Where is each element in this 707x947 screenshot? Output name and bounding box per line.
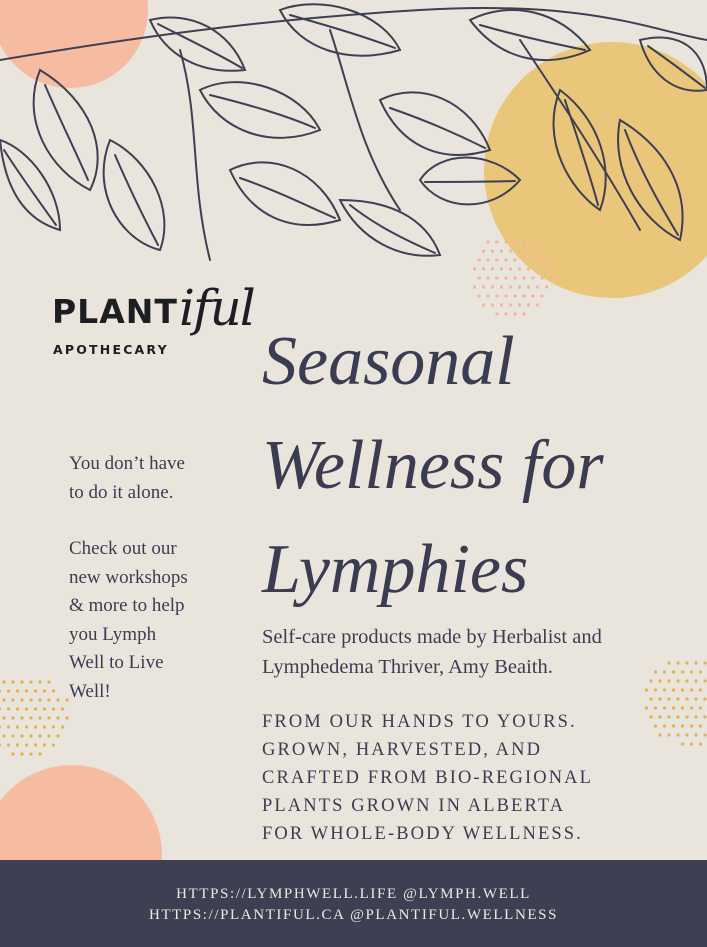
side-line: Well! [69, 680, 111, 702]
decorative-dot [522, 294, 525, 297]
side-line: to do it alone. [69, 481, 174, 503]
decorative-dot [11, 734, 14, 737]
decorative-dot [38, 752, 41, 755]
decorative-dot [518, 303, 521, 306]
decorative-dot [527, 303, 530, 306]
decorative-dot [527, 267, 530, 270]
decorative-dot [11, 680, 14, 683]
leaf-13 [340, 200, 440, 256]
decorative-dot [34, 689, 37, 692]
decorative-dot [690, 688, 693, 691]
decorative-dot [495, 294, 498, 297]
decorative-dot [486, 240, 489, 243]
decorative-dot [486, 276, 489, 279]
decorative-dot [549, 258, 552, 261]
side-line: Check out our [69, 538, 177, 559]
decorative-dot [16, 707, 19, 710]
decorative-dot [699, 706, 702, 709]
decorative-dot [20, 752, 23, 755]
decorative-dot [504, 240, 507, 243]
decorative-dot [540, 276, 543, 279]
mustard-circle [484, 42, 707, 298]
decorative-dot [486, 258, 489, 261]
decorative-dot [672, 688, 675, 691]
decorative-dot [500, 249, 503, 252]
decorative-dot [0, 689, 1, 692]
logo-subline: APOTHECARY [53, 342, 169, 357]
decorative-dot [2, 716, 5, 719]
decorative-dot [513, 258, 516, 261]
decorative-dot [703, 679, 706, 682]
decorative-dot [486, 294, 489, 297]
decorative-dot [38, 698, 41, 701]
decorative-dot [0, 725, 1, 728]
decorative-dot [699, 724, 702, 727]
side-line: Well to Live [69, 652, 164, 673]
decorative-dot [654, 688, 657, 691]
tagline-line: PLANTS GROWN IN ALBERTA [262, 796, 566, 816]
decorative-dot [16, 689, 19, 692]
decorative-dot [527, 249, 530, 252]
decorative-dot [545, 267, 548, 270]
decorative-dot [29, 752, 32, 755]
side-line: & more to help [69, 595, 185, 616]
footer-link-plantiful[interactable]: HTTPS://PLANTIFUL.CA @PLANTIFUL.WELLNESS [148, 907, 559, 923]
decorative-dot [536, 303, 539, 306]
decorative-dot [699, 688, 702, 691]
dots-cluster-left [0, 680, 69, 755]
tagline-line: FOR WHOLE-BODY WELLNESS. [262, 824, 583, 844]
decorative-dot [482, 249, 485, 252]
decorative-dot [491, 303, 494, 306]
leaf-2 [104, 140, 165, 250]
decorative-dot [2, 680, 5, 683]
decorative-dot [513, 276, 516, 279]
decorative-dot [504, 294, 507, 297]
decorative-dot [2, 698, 5, 701]
decorative-dot [2, 734, 5, 737]
decorative-dot [527, 285, 530, 288]
decorative-dot [531, 276, 534, 279]
leaf-4 [230, 162, 340, 225]
decorative-dot [7, 689, 10, 692]
decorative-dot [694, 697, 697, 700]
decorative-dot [38, 734, 41, 737]
decorative-dot [518, 267, 521, 270]
decorative-dot [540, 294, 543, 297]
decorative-dot [495, 240, 498, 243]
decorative-dot [43, 725, 46, 728]
decorative-dot [0, 743, 1, 746]
plantiful-logo [52, 279, 254, 363]
decorative-dot [500, 285, 503, 288]
decorative-dot [513, 294, 516, 297]
decorative-dot [703, 697, 706, 700]
decorative-dot [536, 285, 539, 288]
decorative-dot [34, 707, 37, 710]
logo-wordmark-iful: iful [179, 279, 254, 337]
decorative-dot [694, 715, 697, 718]
decorative-dot [518, 249, 521, 252]
leaf-1 [34, 70, 98, 190]
decorative-dot [25, 743, 28, 746]
decorative-dot [504, 258, 507, 261]
decorative-dot [43, 689, 46, 692]
decorative-dot [20, 716, 23, 719]
footer-link-lymphwell[interactable]: HTTPS://LYMPHWELL.LIFE @LYMPH.WELL [176, 886, 531, 902]
decorative-dot [29, 734, 32, 737]
footer-bar [0, 860, 707, 947]
side-line: You don’t have [69, 453, 185, 474]
decorative-dot [522, 276, 525, 279]
decorative-dot [491, 249, 494, 252]
tagline-line: FROM OUR HANDS TO YOURS. [262, 712, 577, 732]
title-line: Seasonal [262, 323, 515, 400]
decorative-dot [663, 688, 666, 691]
decorative-dot [549, 276, 552, 279]
decorative-dot [473, 285, 476, 288]
decorative-dot [7, 743, 10, 746]
decorative-dot [536, 249, 539, 252]
decorative-dot [509, 303, 512, 306]
subtitle-line: Lymphedema Thriver, Amy Beaith. [262, 656, 553, 678]
decorative-dot [491, 285, 494, 288]
decorative-dot [52, 725, 55, 728]
title-line: Wellness for [262, 427, 604, 504]
decorative-dot [509, 249, 512, 252]
decorative-dot [531, 258, 534, 261]
decorative-dot [477, 258, 480, 261]
side-line: you Lymph [69, 623, 157, 645]
decorative-dot [29, 680, 32, 683]
decorative-dot [56, 716, 59, 719]
decorative-dot [34, 725, 37, 728]
subtitle [262, 622, 692, 682]
subtitle-line: Self-care products made by Herbalist and [262, 626, 602, 648]
decorative-dot [658, 697, 661, 700]
decorative-dot [38, 680, 41, 683]
leaf-14 [150, 17, 245, 70]
logo-wordmark-plant: PLANT [52, 292, 178, 331]
title-line: Lymphies [262, 531, 529, 608]
decorative-dot [477, 294, 480, 297]
decorative-dot [513, 240, 516, 243]
side-message [69, 450, 219, 734]
decorative-dot [20, 734, 23, 737]
peach-circle-top [0, 0, 148, 88]
decorative-dot [545, 285, 548, 288]
tagline-line: GROWN, HARVESTED, AND [262, 740, 543, 760]
decorative-dot [52, 689, 55, 692]
decorative-dot [649, 697, 652, 700]
decorative-dot [694, 733, 697, 736]
decorative-dot [7, 707, 10, 710]
decorative-dot [645, 688, 648, 691]
decorative-dot [16, 743, 19, 746]
decorative-dot [56, 734, 59, 737]
decorative-dot [536, 267, 539, 270]
decorative-dot [522, 240, 525, 243]
decorative-dot [43, 743, 46, 746]
leaf-3 [200, 82, 320, 138]
decorative-dot [47, 734, 50, 737]
decorative-dot [522, 258, 525, 261]
decorative-dot [47, 698, 50, 701]
decorative-dot [667, 697, 670, 700]
decorative-dot [0, 707, 1, 710]
decorative-dot [482, 303, 485, 306]
decorative-dot [25, 689, 28, 692]
decorative-dot [495, 276, 498, 279]
poster-title [262, 310, 692, 622]
decorative-dot [491, 267, 494, 270]
leaf-12 [0, 140, 60, 230]
decorative-dot [694, 679, 697, 682]
decorative-dot [16, 725, 19, 728]
decorative-dot [11, 716, 14, 719]
decorative-dot [61, 725, 64, 728]
decorative-dot [703, 661, 706, 664]
decorative-dot [56, 698, 59, 701]
decorative-dot [518, 285, 521, 288]
decorative-dot [676, 697, 679, 700]
decorative-dot [703, 733, 706, 736]
decorative-dot [703, 715, 706, 718]
decorative-dot [11, 752, 14, 755]
decorative-dot [685, 697, 688, 700]
decorative-dot [25, 707, 28, 710]
side-paragraph [69, 450, 219, 507]
decorative-dot [699, 742, 702, 745]
decorative-dot [482, 267, 485, 270]
decorative-dot [29, 698, 32, 701]
decorative-dot [29, 716, 32, 719]
side-line: new workshops [69, 566, 188, 588]
decorative-dot [20, 680, 23, 683]
decorative-dot [47, 680, 50, 683]
decorative-dot [495, 258, 498, 261]
decorative-dot [61, 707, 64, 710]
decorative-dot [34, 743, 37, 746]
decorative-dot [477, 276, 480, 279]
tagline [262, 708, 692, 848]
decorative-dot [52, 743, 55, 746]
decorative-dot [47, 716, 50, 719]
decorative-dot [500, 303, 503, 306]
decorative-dot [699, 670, 702, 673]
decorative-dot [11, 698, 14, 701]
leaf-6 [380, 92, 490, 155]
decorative-dot [681, 688, 684, 691]
decorative-dot [531, 240, 534, 243]
tagline-line: CRAFTED FROM BIO-REGIONAL [262, 768, 594, 788]
decorative-dot [531, 294, 534, 297]
decorative-dot [7, 725, 10, 728]
decorative-dot [52, 707, 55, 710]
decorative-dot [38, 716, 41, 719]
decorative-dot [509, 267, 512, 270]
decorative-dot [694, 661, 697, 664]
decorative-dot [473, 267, 476, 270]
decorative-dot [20, 698, 23, 701]
decorative-dot [482, 285, 485, 288]
decorative-dot [504, 276, 507, 279]
side-paragraph [69, 535, 219, 706]
decorative-dot [500, 267, 503, 270]
decorative-dot [43, 707, 46, 710]
decorative-dot [509, 285, 512, 288]
decorative-dot [25, 725, 28, 728]
decorative-dot [540, 258, 543, 261]
